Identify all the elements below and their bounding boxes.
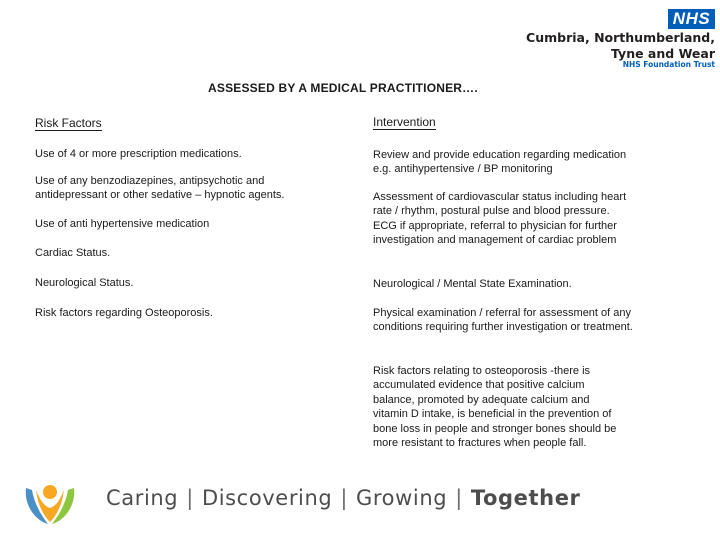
nhs-logo-badge: NHS <box>668 9 715 29</box>
risk-factor-item: Use of anti hypertensive medication <box>35 218 210 230</box>
intervention-item: Neurological / Mental State Examination. <box>373 278 572 290</box>
intervention-item: Review and provide education regarding medication e.g. antihypertensive / BP monitoring <box>373 149 627 176</box>
trust-name-line2: Tyne and Wear <box>611 46 715 61</box>
trust-foundation-label: NHS Foundation Trust <box>622 60 715 69</box>
footer-growing: Growing <box>356 486 448 510</box>
footer-separator: | <box>340 486 349 510</box>
risk-factor-item: Use of 4 or more prescription medications. <box>35 148 242 160</box>
risk-factor-item: Cardiac Status. <box>35 247 111 259</box>
trust-name-line1: Cumbria, Northumberland, <box>526 30 715 45</box>
footer-values <box>106 486 581 510</box>
footer-separator: | <box>186 486 194 510</box>
footer-separator: | <box>455 486 463 510</box>
footer-together: Together <box>470 486 581 510</box>
footer-discovering: Discovering <box>201 486 333 510</box>
risk-factor-item: Risk factors regarding Osteoporosis. <box>35 307 213 319</box>
risk-factor-item: Use of any benzodiazepines, antipsychotic and antidepressant or other sedative – hypnotic agents. <box>35 175 285 202</box>
risk-factor-item: Neurological Status. <box>35 277 134 289</box>
footer-caring: Caring <box>106 486 179 510</box>
page-heading: ASSESSED BY A MEDICAL PRACTITIONER…. <box>208 81 478 95</box>
caring-people-logo-icon <box>22 480 78 526</box>
intervention-item: Physical examination / referral for assessment of any conditions requiring further investigation or treatment. <box>373 307 633 334</box>
risk-factors-header: Risk Factors <box>35 116 102 130</box>
intervention-item: Assessment of cardiovascular status including heart rate / rhythm, postural pulse and blood pressure. ECG if appropriate, referral to physician for further investigation and management of cardiac problem <box>373 191 627 247</box>
intervention-header: Intervention <box>373 115 436 129</box>
intervention-item: Risk factors relating to osteoporosis -there is accumulated evidence that positive calcium balance, promoted by adequate calcium and vitamin D intake, is beneficial in the prevention of bone loss in people and stronger bones should be more resistant to fractures when people fall. <box>373 365 617 450</box>
